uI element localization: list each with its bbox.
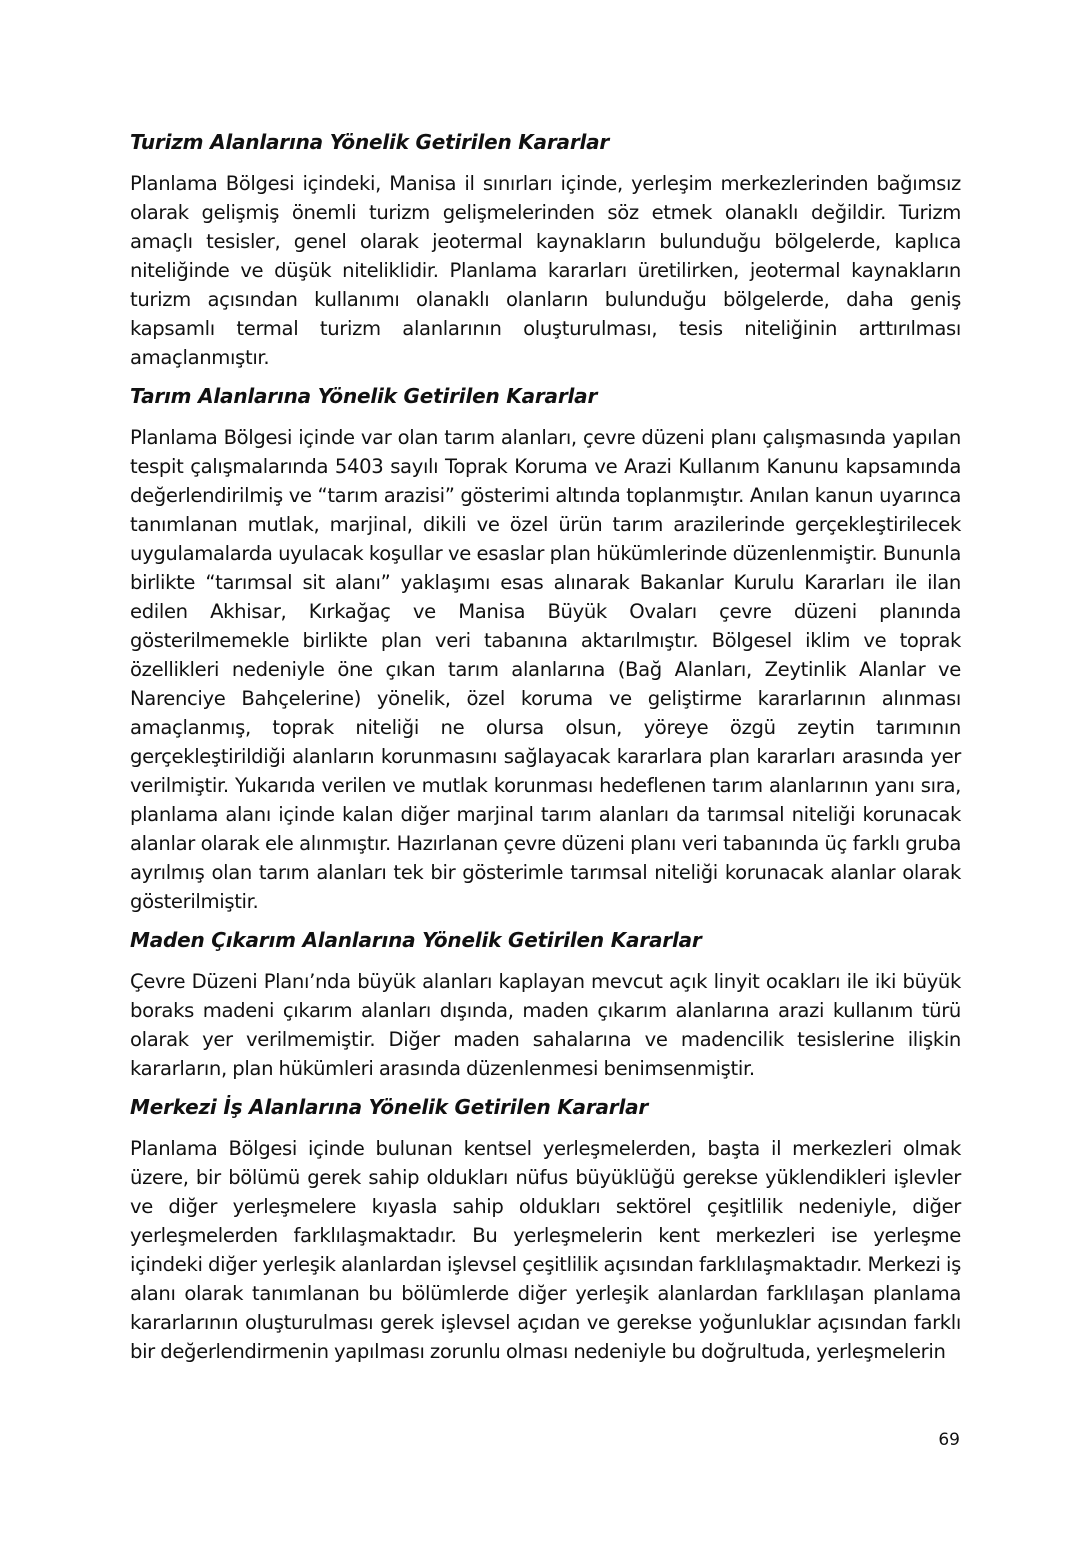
section-paragraph: Çevre Düzeni Planı’nda büyük alanları kaplayan mevcut açık linyit ocakları ile iki büyük boraks madeni çıkarım alanları dışında, maden çıkarım alanlarına arazi kullanım türü olarak yer verilmemiştir. Diğer maden sahalarına ve madencilik tesislerine ilişkin kararların, plan hükümleri arasında düzenlenmesi benimsenmiştir.: [130, 970, 961, 1080]
section-heading: Turizm Alanlarına Yönelik Getirilen Kararlar: [130, 130, 610, 154]
section-paragraph: Planlama Bölgesi içinde bulunan kentsel yerleşmelerden, başta il merkezleri olmak üzere, bir bölümü gerek sahip oldukları nüfus büyüklüğü gerekse yüklendikleri işlevler ve diğer yerleşmelere kıyasla sahip oldukları sektörel çeşitlilik nedeniyle, diğer yerleşmelerden farklılaşmaktadır. Bu yerleşmelerin kent merkezleri ise yerleşme içindeki diğer yerleşik alanlardan işlevsel çeşitlilik açısından farklılaşmaktadır. Merkezi iş alanı olarak tanımlanan bu bölümlerde diğer yerleşik alanlardan farklılaşan planlama kararlarının oluşturulması gerek işlevsel açıdan ve gerekse yoğunluklar açısından farklı bir değerlendirmenin yapılması zorunlu olması nedeniyle bu doğrultuda, yerleşmelerin: [130, 1137, 961, 1363]
section-mining: [130, 926, 961, 1083]
document-body: [130, 128, 961, 1376]
section-heading: Merkezi İş Alanlarına Yönelik Getirilen Kararlar: [130, 1095, 649, 1119]
section-central-business: [130, 1093, 961, 1366]
section-agriculture: [130, 382, 961, 916]
section-paragraph: Planlama Bölgesi içinde var olan tarım alanları, çevre düzeni planı çalışmasında yapılan tespit çalışmalarında 5403 sayılı Toprak Koruma ve Arazi Kullanım Kanunu kapsamında değerlendirilmiş ve “tarım arazisi” gösterimi altında toplanmıştır. Anılan kanun uyarınca tanımlanan mutlak, marjinal, dikili ve özel ürün tarım arazilerinde gerçekleştirilecek uygulamalarda uyulacak koşullar ve esaslar plan hükümlerinde düzenlenmiştir. Bununla birlikte “tarımsal sit alanı” yaklaşımı esas alınarak Bakanlar Kurulu Kararları ile ilan edilen Akhisar, Kırkağaç ve Manisa Büyük Ovaları çevre düzeni planında gösterilmemekle birlikte plan veri tabanına aktarılmıştır. Bölgesel iklim ve toprak özellikleri nedeniyle öne çıkan tarım alanlarına (Bağ Alanları, Zeytinlik Alanlar ve Narenciye Bahçelerine) yönelik, özel koruma ve geliştirme kararlarının alınması amaçlanmış, toprak niteliği ne olursa olsun, yöreye özgü zeytin tarımının gerçekleştirildiği alanların korunmasını sağlayacak kararlara plan kararları arasında yer verilmiştir. Yukarıda verilen ve mutlak korunması hedeflenen tarım alanlarının yanı sıra, planlama alanı içinde kalan diğer marjinal tarım alanları da tarımsal niteliği korunacak alanlar olarak ele alınmıştır. Hazırlanan çevre düzeni planı veri tabanında üç farklı gruba ayrılmış olan tarım alanları tek bir gösterimle tarımsal niteliği korunacak alanlar olarak gösterilmiştir.: [130, 426, 961, 913]
section-heading: Tarım Alanlarına Yönelik Getirilen Kararlar: [130, 384, 598, 408]
section-paragraph: Planlama Bölgesi içindeki, Manisa il sınırları içinde, yerleşim merkezlerinden bağımsız olarak gelişmiş önemli turizm gelişmelerinden söz etmek olanaklı değildir. Turizm amaçlı tesisler, genel olarak jeotermal kaynakların bulunduğu bölgelerde, kaplıca niteliğinde ve düşük niteliklidir. Planlama kararları üretilirken, jeotermal kaynakların turizm açısından kullanımı olanaklı olanların bulunduğu bölgelerde, daha geniş kapsamlı termal turizm alanlarının oluşturulması, tesis niteliğinin arttırılması amaçlanmıştır.: [130, 172, 961, 369]
section-tourism: [130, 128, 961, 372]
page-number: 69: [938, 1430, 960, 1450]
section-heading: Maden Çıkarım Alanlarına Yönelik Getirilen Kararlar: [130, 928, 702, 952]
